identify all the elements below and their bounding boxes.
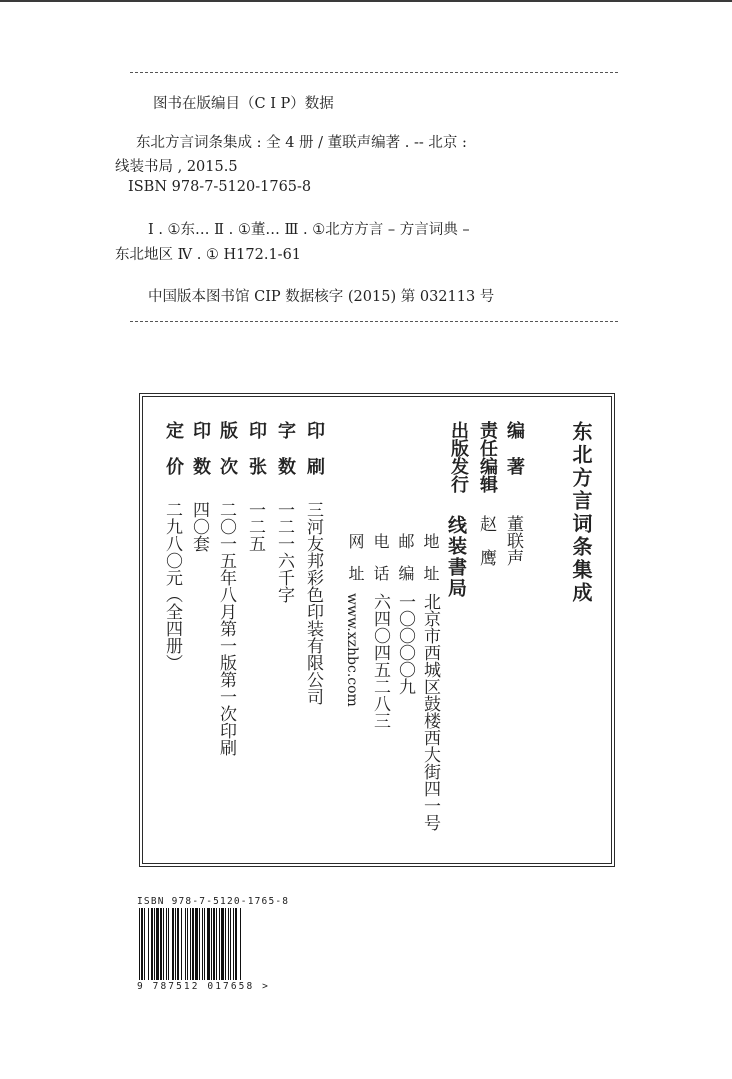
website-value: www.xzhbc.com (344, 593, 360, 707)
edition-label: 版 次 (217, 421, 238, 475)
cip-isbn: ISBN 978-7-5120-1765-8 (128, 179, 312, 195)
cip-title-line: 东北方言词条集成 : 全 4 册 / 董联声编著 . -- 北京 : (136, 135, 467, 151)
postcode-value: 一〇〇〇〇九 (395, 593, 415, 695)
cip-classification-line2: 东北地区 Ⅳ . ① H172.1-61 (115, 247, 302, 263)
word-count-value: 一二一六千字 (274, 501, 294, 603)
sheets-value: 一二五 (245, 501, 265, 552)
address-value: 北京市西城区鼓楼西大街四一号 (420, 593, 440, 831)
website-label: 网 址 (346, 533, 365, 581)
cip-record-number: 中国版本图书馆 CIP 数据核字 (2015) 第 032113 号 (148, 289, 495, 305)
responsible-editor-label: 责任编辑 (477, 421, 498, 493)
publisher-logo: 线装書局 (445, 515, 467, 599)
top-border-line (0, 0, 732, 2)
barcode-isbn-text: ISBN 978-7-5120-1765-8 (137, 896, 290, 907)
book-title: 东北方言词条集成 (569, 421, 593, 605)
cip-classification-line1: Ⅰ . ①东… Ⅱ . ①董… Ⅲ . ①北方方言 – 方言词典 – (148, 222, 470, 238)
cip-publisher-line: 线装书局 , 2015.5 (115, 159, 238, 175)
cip-heading: 图书在版编目（C I P）数据 (153, 96, 334, 112)
copies-label: 印 数 (190, 421, 211, 475)
address-label: 地 址 (421, 533, 440, 581)
postcode-label: 邮 编 (396, 533, 415, 581)
phone-value: 六四〇四五二八三 (370, 593, 390, 729)
copies-value: 四〇套 (189, 501, 209, 552)
responsible-editor-name: 赵 鹰 (476, 515, 496, 566)
isbn-barcode (137, 908, 279, 980)
phone-label: 电 话 (371, 533, 390, 581)
colophon-box (139, 393, 615, 867)
price-label: 定 价 (163, 421, 184, 475)
word-count-label: 字 数 (275, 421, 296, 475)
barcode-digits: 9 787512 017658 > (137, 981, 270, 992)
printing-value: 三河友邦彩色印装有限公司 (303, 501, 323, 705)
editor-name: 董联声 (503, 515, 523, 566)
publisher-label: 出版发行 (448, 421, 469, 493)
sheets-label: 印 张 (246, 421, 267, 475)
editor-label: 编 著 (504, 421, 525, 475)
cip-bottom-divider (130, 321, 618, 322)
cip-top-divider (130, 72, 618, 73)
edition-value: 二〇一五年八月第一版第一次印刷 (216, 501, 236, 756)
printing-label: 印 刷 (304, 421, 325, 475)
price-value: 二九八〇元（全四册） (162, 501, 182, 671)
